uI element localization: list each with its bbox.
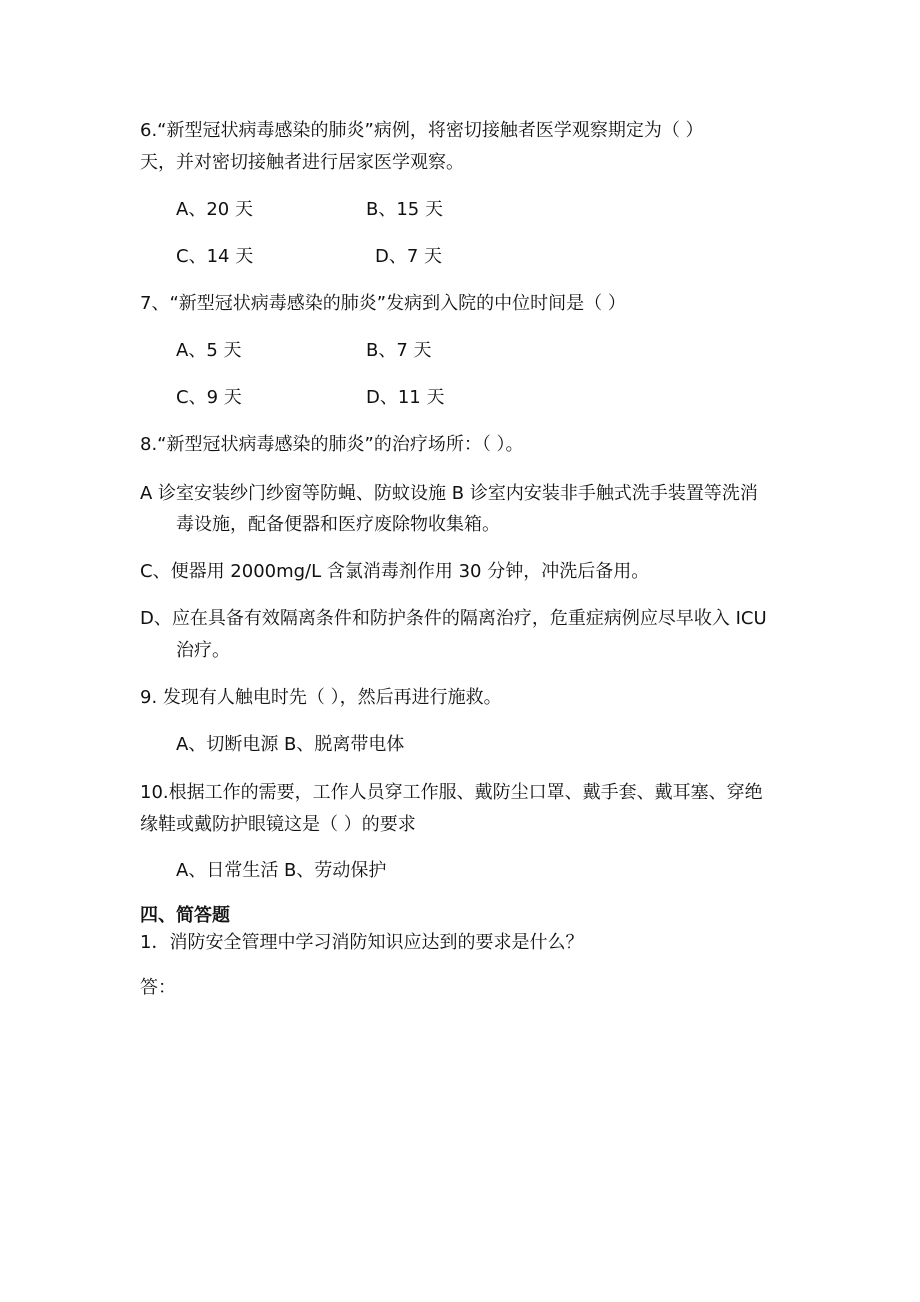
q7-option-c: C、9 天 xyxy=(176,387,242,408)
q6-option-b: B、15 天 xyxy=(366,199,443,220)
q6-option-a: A、20 天 xyxy=(176,199,253,220)
answer-label: 答： xyxy=(140,977,176,998)
q10-options: A、日常生活 B、劳动保护 xyxy=(176,860,387,881)
q6-line2: 天，并对密切接触者进行居家医学观察。 xyxy=(140,152,464,173)
q8-option-ab-line1: A 诊室安装纱门纱窗等防蝇、防蚊设施 B 诊室内安装非手触式洗手装置等洗消 xyxy=(140,483,758,504)
section-heading: 四、简答题 xyxy=(140,905,230,926)
q7-line1: 7、“新型冠状病毒感染的肺炎”发病到入院的中位时间是（ ） xyxy=(140,293,626,314)
q8-line1: 8.“新型冠状病毒感染的肺炎”的治疗场所：（ ）。 xyxy=(140,434,524,455)
q7-option-a: A、5 天 xyxy=(176,340,242,361)
short-answer-question-1: 1．消防安全管理中学习消防知识应达到的要求是什么？ xyxy=(140,932,584,953)
q7-option-b: B、7 天 xyxy=(366,340,432,361)
q8-option-d-line2: 治疗。 xyxy=(176,640,230,661)
q9-line1: 9. 发现有人触电时先（ ），然后再进行施救。 xyxy=(140,687,502,708)
q6-option-c: C、14 天 xyxy=(176,246,254,267)
q8-option-ab-line2: 毒设施，配备便器和医疗废除物收集箱。 xyxy=(176,514,500,535)
q8-option-c: C、便器用 2000mg/L 含氯消毒剂作用 30 分钟，冲洗后备用。 xyxy=(140,561,650,582)
q10-line2: 缘鞋或戴防护眼镜这是（ ）的要求 xyxy=(140,814,416,835)
q10-line1: 10.根据工作的需要，工作人员穿工作服、戴防尘口罩、戴手套、戴耳塞、穿绝 xyxy=(140,782,763,803)
q7-option-d: D、11 天 xyxy=(366,387,445,408)
q6-option-d: D、7 天 xyxy=(375,246,443,267)
q6-line1: 6.“新型冠状病毒感染的肺炎”病例，将密切接触者医学观察期定为（ ） xyxy=(140,120,704,141)
q8-option-d-line1: D、应在具备有效隔离条件和防护条件的隔离治疗，危重症病例应尽早收入 ICU xyxy=(140,608,767,629)
q9-options: A、切断电源 B、脱离带电体 xyxy=(176,734,405,755)
